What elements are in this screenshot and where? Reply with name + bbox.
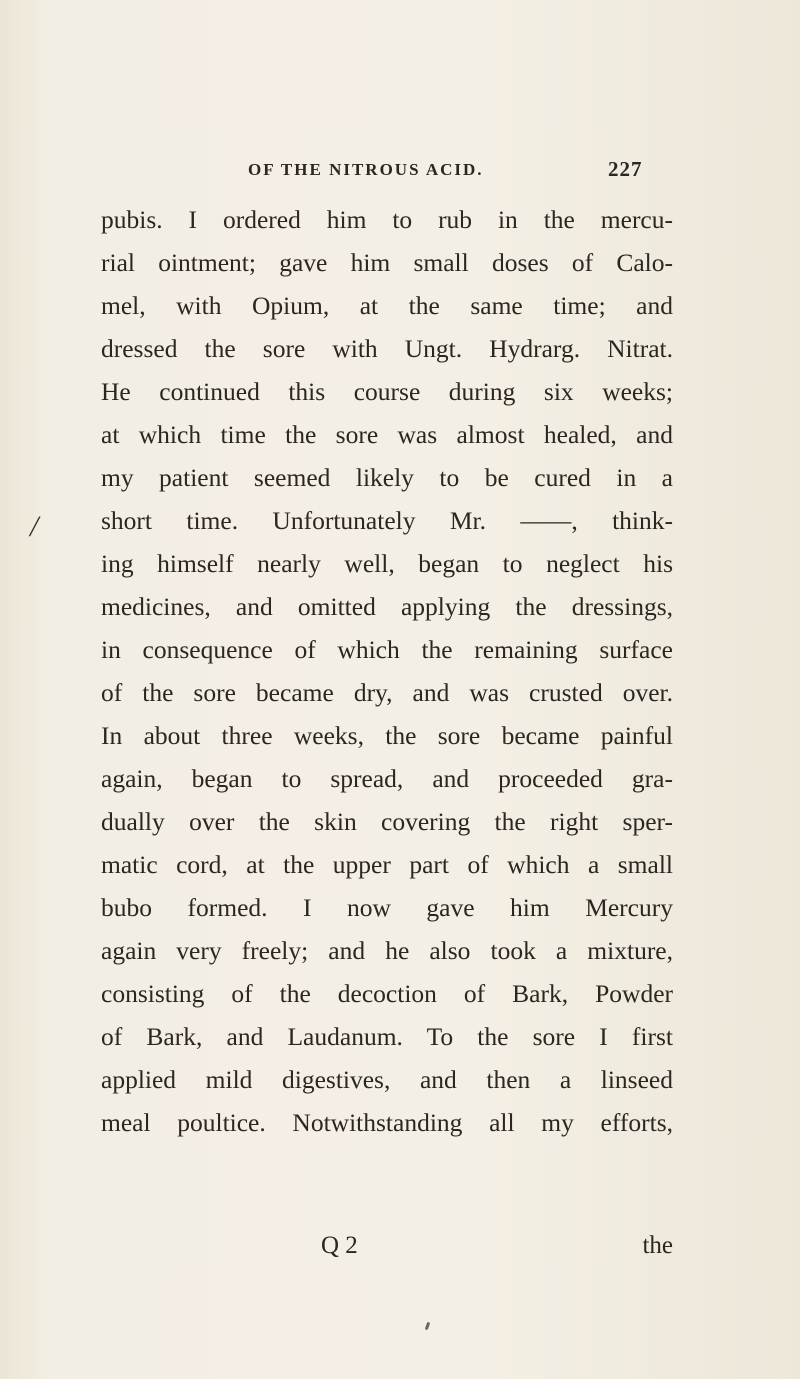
text-line: in consequence of which the remaining surface: [101, 635, 673, 664]
text-line: ing himself nearly well, began to neglect his: [101, 549, 673, 578]
text-line: short time. Unfortunately Mr. ——, think-: [101, 506, 673, 535]
text-line: again, began to spread, and proceeded gra-: [101, 764, 673, 793]
text-line: mel, with Opium, at the same time; and: [101, 291, 673, 320]
text-line: meal poultice. Notwithstanding all my efforts,: [101, 1108, 673, 1137]
text-line: dually over the skin covering the right sper-: [101, 807, 673, 836]
running-title: OF THE NITROUS ACID.: [248, 160, 484, 179]
text-line: consisting of the decoction of Bark, Powder: [101, 979, 673, 1008]
text-line: applied mild digestives, and then a linseed: [101, 1065, 673, 1094]
margin-mark: /: [30, 510, 39, 543]
text-line: again very freely; and he also took a mixture,: [101, 936, 673, 965]
page-footer: [101, 1232, 673, 1272]
text-line: dressed the sore with Ungt. Hydrarg. Nitrat.: [101, 334, 673, 363]
page-number: 227: [608, 157, 643, 181]
text-line: He continued this course during six weeks;: [101, 377, 673, 406]
ink-speck: [425, 1322, 431, 1331]
text-line: of the sore became dry, and was crusted over.: [101, 678, 673, 707]
text-line: my patient seemed likely to be cured in a: [101, 463, 673, 492]
text-line: pubis. I ordered him to rub in the mercu-: [101, 205, 673, 234]
body-text: [101, 198, 673, 1144]
signature-mark: Q 2: [321, 1232, 358, 1259]
text-line: rial ointment; gave him small doses of Calo-: [101, 248, 673, 277]
text-line: bubo formed. I now gave him Mercury: [101, 893, 673, 922]
catchword: the: [642, 1232, 673, 1259]
text-line: matic cord, at the upper part of which a small: [101, 850, 673, 879]
text-line: of Bark, and Laudanum. To the sore I first: [101, 1022, 673, 1051]
text-line: In about three weeks, the sore became painful: [101, 721, 673, 750]
text-line: medicines, and omitted applying the dressings,: [101, 592, 673, 621]
text-line: at which time the sore was almost healed, and: [101, 420, 673, 449]
